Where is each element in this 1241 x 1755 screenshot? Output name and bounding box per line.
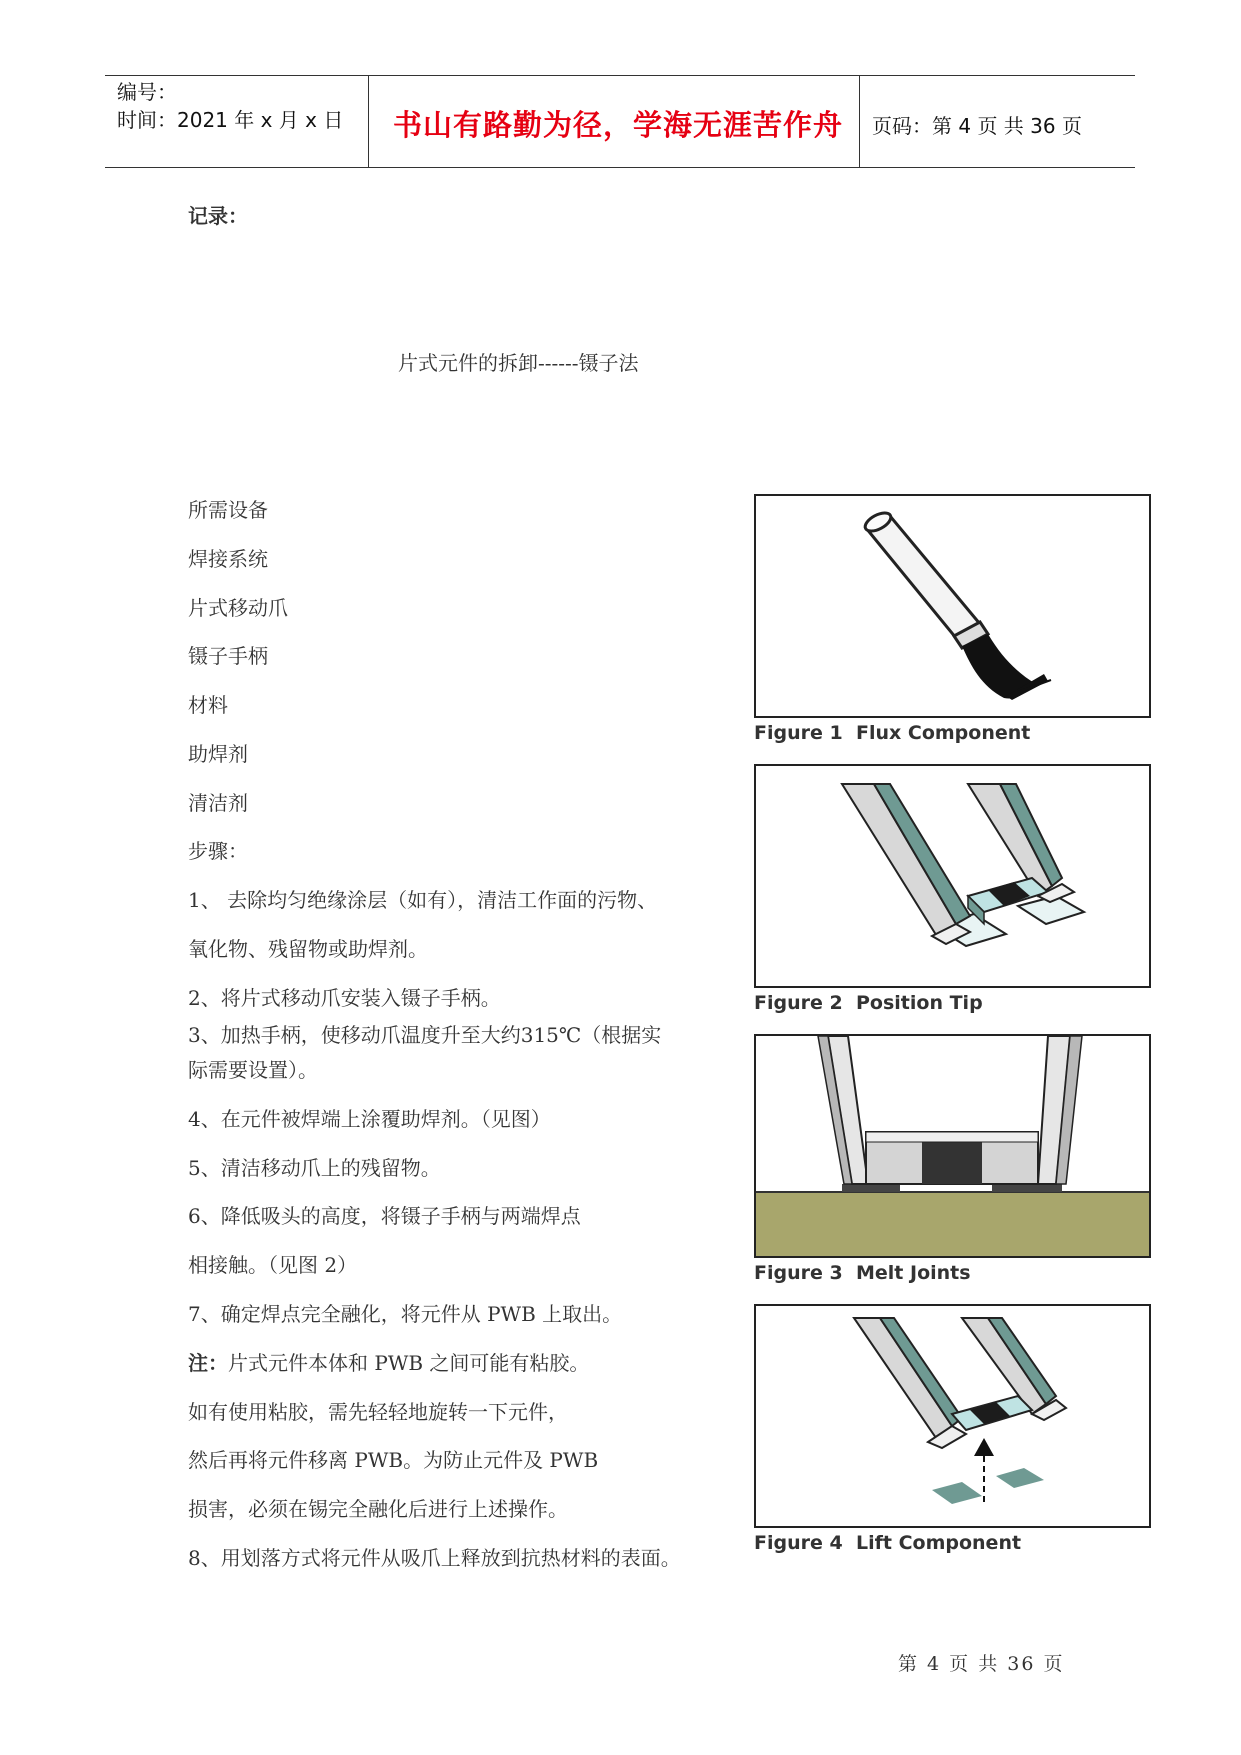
figure-1-image xyxy=(754,494,1151,718)
page-footer: 第 4 页 共 36 页 xyxy=(898,1653,1065,1675)
figure-title: Flux Component xyxy=(856,722,1031,744)
figure-3-image xyxy=(754,1034,1151,1258)
note-text: 片式元件本体和 PWB 之间可能有粘胶。 xyxy=(228,1351,590,1375)
note-line: 损害，必须在锡完全融化后进行上述操作。 xyxy=(188,1497,568,1521)
figure-2-caption xyxy=(754,992,983,1014)
step-line: 2、将片式移动爪安装入镊子手柄。 xyxy=(188,986,501,1010)
step-line: 氧化物、残留物或助焊剂。 xyxy=(188,937,428,961)
flux-brush-icon xyxy=(756,496,1149,716)
lift-component-icon xyxy=(756,1306,1149,1526)
figure-number: Figure 4 xyxy=(754,1532,843,1554)
header-divider-right xyxy=(859,75,860,167)
note-line xyxy=(188,1347,589,1376)
step-line: 6、降低吸头的高度，将镊子手柄与两端焊点 xyxy=(188,1204,581,1228)
equipment-heading: 所需设备 xyxy=(188,498,268,522)
figure-2-image xyxy=(754,764,1151,988)
materials-item: 助焊剂 xyxy=(188,742,248,766)
figure-1-caption xyxy=(754,722,1030,744)
step-line: 8、用划落方式将元件从吸爪上释放到抗热材料的表面。 xyxy=(188,1546,681,1570)
equipment-item: 焊接系统 xyxy=(188,547,268,571)
steps-heading: 步骤： xyxy=(188,839,248,863)
figure-4-image xyxy=(754,1304,1151,1528)
equipment-item: 片式移动爪 xyxy=(188,596,288,620)
header-top-rule xyxy=(105,75,1135,76)
figure-title: Melt Joints xyxy=(856,1262,971,1284)
step-line: 5、清洁移动爪上的残留物。 xyxy=(188,1156,441,1180)
step-line: 3、加热手柄，使移动爪温度升至大约315℃（根据实 xyxy=(188,1023,662,1047)
header-bottom-rule xyxy=(105,167,1135,168)
header-page-info: 页码：第 4 页 共 36 页 xyxy=(872,114,1082,138)
step-line: 际需要设置）。 xyxy=(188,1058,318,1082)
figure-number: Figure 1 xyxy=(754,722,843,744)
figure-number: Figure 2 xyxy=(754,992,843,1014)
header-time-label: 时间：2021 年 x 月 x 日 xyxy=(117,108,344,132)
melt-joints-icon xyxy=(756,1036,1149,1256)
header-motto: 书山有路勤为径，学海无涯苦作舟 xyxy=(393,108,844,142)
equipment-item: 镊子手柄 xyxy=(188,644,268,668)
step-line: 4、在元件被焊端上涂覆助焊剂。（见图） xyxy=(188,1107,551,1131)
materials-heading: 材料 xyxy=(188,693,228,717)
note-line: 然后再将元件移离 PWB。为防止元件及 PWB xyxy=(188,1448,599,1472)
step-line: 7、确定焊点完全融化，将元件从 PWB 上取出。 xyxy=(188,1302,623,1326)
header-divider-left xyxy=(368,75,369,167)
materials-item: 清洁剂 xyxy=(188,791,248,815)
figure-title: Lift Component xyxy=(856,1532,1022,1554)
figure-number: Figure 3 xyxy=(754,1262,843,1284)
figure-title: Position Tip xyxy=(856,992,983,1014)
note-line: 如有使用粘胶，需先轻轻地旋转一下元件， xyxy=(188,1400,568,1424)
header-serial-label: 编号： xyxy=(117,80,177,104)
document-title: 片式元件的拆卸------镊子法 xyxy=(398,351,639,375)
note-label: 注： xyxy=(188,1351,228,1375)
tweezer-position-icon xyxy=(756,766,1149,986)
step-line: 1、 去除均匀绝缘涂层（如有），清洁工作面的污物、 xyxy=(188,888,658,912)
figure-4-caption xyxy=(754,1532,1021,1554)
record-label: 记录： xyxy=(188,204,248,228)
figure-3-caption xyxy=(754,1262,971,1284)
step-line: 相接触。（见图 2） xyxy=(188,1253,358,1277)
